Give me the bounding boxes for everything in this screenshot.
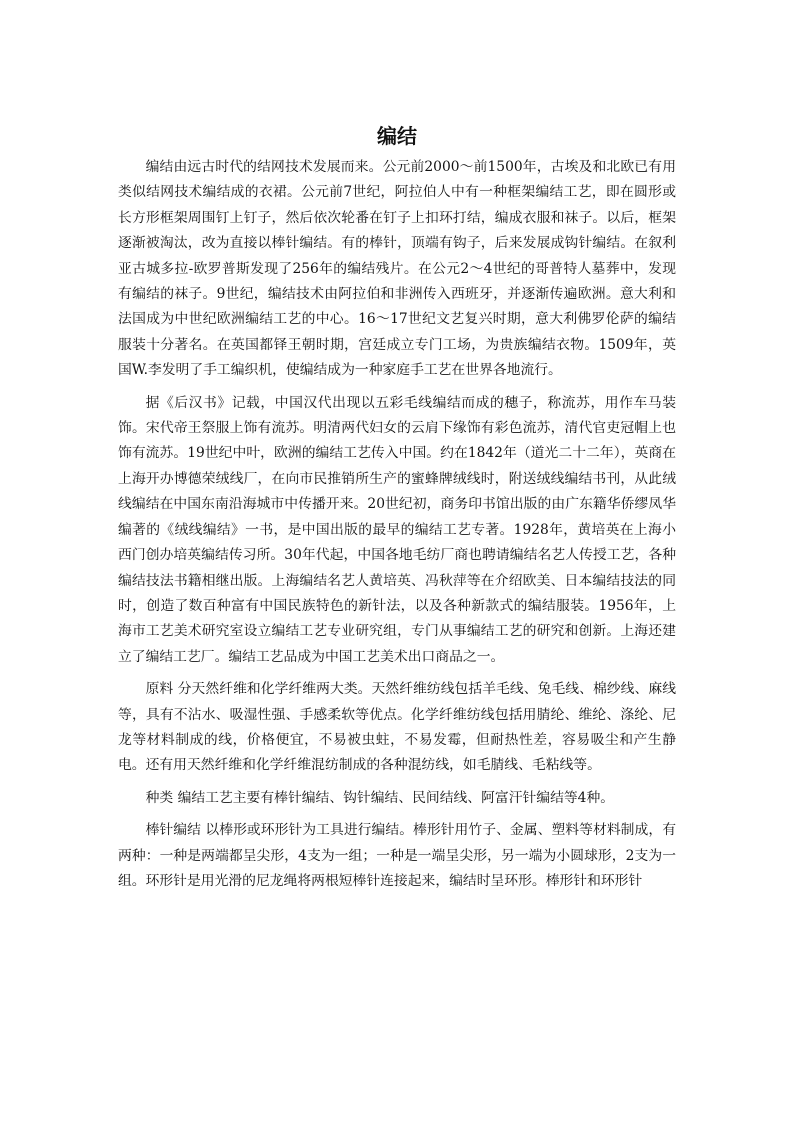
paragraph-types: 种类 编结工艺主要有棒针编结、钩针编结、民间结线、阿富汗针编结等4种。 <box>145 789 615 806</box>
paragraph-history-abroad: 编结由远古时代的结网技术发展而来。公元前2000～前1500年，古埃及和北欧已有用类似结网技术编结成的衣裙。公元前7世纪，阿拉伯人中有一种框架编结工艺，即在圆形或长方形框架周围钉上钉子，然后依次轮番在钉子上扣环打结，编成衣服和袜子。以后，框架逐渐被淘汰，改为直接以棒针编结。有的棒针，顶端有钩子，后来发展成钩针编结。在叙利亚古城多拉-欧罗普斯发现了256年的编结残片。在公元2～4世纪的哥普特人墓葬中，发现有编结的袜子。9世纪，编结技术由阿拉伯和非洲传入西班牙，并逐渐传遍欧洲。意大利和法国成为中世纪欧洲编结工艺的中心。16～17世纪文艺复兴时期，意大利佛罗伦萨的编结服装十分著名。在英国都铎王朝时期，宫廷成立专门工场，为贵族编结衣物。1509年，英国W.李发明了手工编织机，使编结成为一种家庭手工艺在世界各地流行。 <box>118 159 676 379</box>
document-body <box>118 155 676 901</box>
document-title: 编结 <box>377 124 417 148</box>
paragraph-needle-knitting: 棒针编结 以棒形或环形针为工具进行编结。棒形针用竹子、金属、塑料等材料制成，有两种：一种是两端都呈尖形，4支为一组；一种是一端呈尖形，另一端为小圆球形，2支为一组。环形针是用光滑的尼龙绳将两根短棒针连接起来，编结时呈环形。棒形针和环形针 <box>118 822 676 889</box>
paragraph-history-china: 据《后汉书》记载，中国汉代出现以五彩毛线编结而成的穗子，称流苏，用作车马装饰。宋代帝王祭服上饰有流苏。明清两代妇女的云肩下缘饰有彩色流苏，清代官吏冠帽上也饰有流苏。19世纪中叶，欧洲的编结工艺传入中国。约在1842年（道光二十二年），英商在上海开办博德荣绒线厂，在向市民推销所生产的蜜蜂牌绒线时，附送绒线编结书刊，从此绒线编结在中国东南沿海城市中传播开来。20世纪初，商务印书馆出版的由广东籍华侨缪凤华编著的《绒线编结》一书，是中国出版的最早的编结工艺专著。1928年，黄培英在上海小西门创办培英编结传习所。30年代起，中国各地毛纺厂商也聘请编结名艺人传授工艺，各种编结技法书籍相继出版。上海编结名艺人黄培英、冯秋萍等在介绍欧美、日本编结技法的同时，创造了数百种富有中国民族特色的新针法，以及各种新款式的编结服装。1956年，上海市工艺美术研究室设立编结工艺专业研究组，专门从事编结工艺的研究和创新。上海还建立了编结工艺厂。编结工艺品成为中国工艺美术出口商品之一。 <box>118 394 676 665</box>
paragraph-materials: 原料 分天然纤维和化学纤维两大类。天然纤维纺线包括羊毛线、兔毛线、棉纱线、麻线等，具有不沾水、吸湿性强、手感柔软等优点。化学纤维纺线包括用腈纶、维纶、涤纶、尼龙等材料制成的线，价格便宜，不易被虫蛀，不易发霉，但耐热性差，容易吸尘和产生静电。还有用天然纤维和化学纤维混纺制成的各种混纺线，如毛腈线、毛粘线等。 <box>118 681 676 774</box>
